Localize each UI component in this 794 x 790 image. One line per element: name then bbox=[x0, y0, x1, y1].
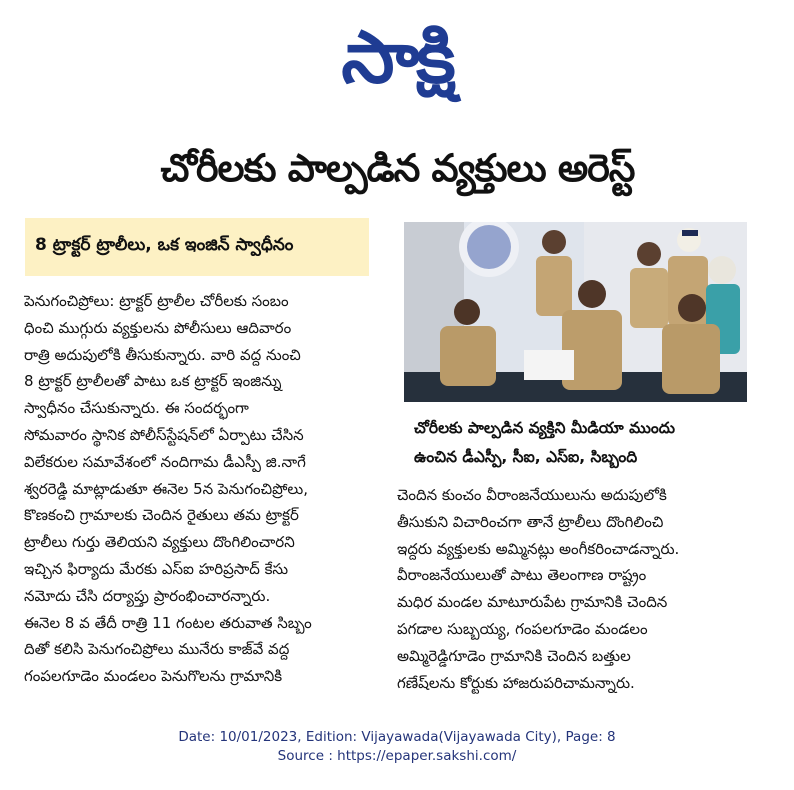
body-line: స్వాధీనం చేసుకున్నారు. ఈ సందర్భంగా bbox=[24, 399, 249, 418]
body-line: రాత్రి అదుపులోకి తీసుకున్నారు. వారి వద్ద నుంచి bbox=[24, 345, 301, 364]
body-line: కొణకంచి గ్రామాలకు చెందిన రైతులు తమ ట్రాక్టర్ bbox=[24, 506, 299, 525]
body-line: గంపలగూడెం మండలం పెనుగొలను గ్రామానికి bbox=[24, 667, 283, 686]
body-line: శ్వరరెడ్డి మాట్లాడుతూ ఈనెల 5న పెనుగంచిప్రోలు, bbox=[24, 479, 309, 498]
body-line: వీరాంజనేయులుతో పాటు తెలంగాణ రాష్ట్రం bbox=[397, 566, 647, 585]
photo-caption bbox=[404, 402, 747, 482]
article-headline: చోరీలకు పాల్పడిన వ్యక్తులు అరెస్ట్ bbox=[160, 146, 635, 190]
press-meet-photo bbox=[404, 222, 747, 402]
body-line: ఇద్దరు వ్యక్తులకు అమ్మినట్లు అంగీకరించాడన్నారు. bbox=[397, 539, 680, 558]
body-line: ఈనెల 8 వ తేదీ రాత్రి 11 గంటల తరువాత సిబ్బం bbox=[24, 613, 312, 632]
body-line: అమ్మిరెడ్డిగూడెం గ్రామానికి చెందిన బత్తుల bbox=[397, 646, 631, 665]
edition-info: Date: 10/01/2023, Edition: Vijayawada(Vijayawada City), Page: 8 bbox=[178, 729, 616, 745]
body-line: నమోదు చేసి దర్యాప్తు ప్రారంభించారన్నారు. bbox=[24, 586, 271, 605]
article-body-left bbox=[24, 288, 376, 700]
article-body-right bbox=[397, 482, 749, 697]
body-line: మధిర మండల మాటూరుపేట గ్రామానికి చెందిన bbox=[397, 593, 668, 612]
body-line: గణేష్‌లను కోర్టుకు హాజరుపరిచామన్నారు. bbox=[397, 673, 635, 692]
body-line: 8 ట్రాక్టర్ ట్రాలీలతో పాటు ఒక ట్రాక్టర్ ఇంజిన్ను bbox=[24, 372, 282, 391]
page-footer bbox=[0, 728, 794, 766]
body-line: విలేకరుల సమావేశంలో నందిగామ డీఎస్పీ జి.నాగే bbox=[24, 452, 306, 471]
body-line: పెనుగంచిప్రోలు: ట్రాక్టర్ ట్రాలీల చోరీలకు సంబం bbox=[24, 292, 289, 310]
caption-line: ఉంచిన డీఎస్పీ, సీఐ, ఎస్ఐ, సిబ్బంది bbox=[414, 448, 638, 466]
newspaper-logo: సాక్షి bbox=[341, 15, 453, 99]
body-line: చెందిన కుంచం వీరాంజనేయులును అదుపులోకి bbox=[397, 486, 667, 504]
body-line: ధించి ముగ్గురు వ్యక్తులను పోలీసులు ఆదివారం bbox=[24, 318, 292, 337]
body-line: పగడాల సుబ్బయ్య, గంపలగూడెం మండలం bbox=[397, 619, 648, 638]
article-subheadline: 8 ట్రాక్టర్ ట్రాలీలు, ఒక ఇంజిన్ స్వాధీనం bbox=[25, 218, 369, 276]
body-line: ట్రాలీలు గుర్తు తెలియని వ్యక్తులు దొంగిలించారని bbox=[24, 533, 295, 552]
body-line: తీసుకుని విచారించగా తానే ట్రాలీలు దొంగిలించి bbox=[397, 512, 664, 531]
body-line: ఇచ్చిన ఫిర్యాదు మేరకు ఎస్ఐ హరిప్రసాద్ కేసు bbox=[24, 559, 289, 578]
body-line: దితో కలిసి పెనుగంచిప్రోలు మునేరు కాజ్‌వే వద్ద bbox=[24, 640, 290, 659]
body-line: సోమవారం స్థానిక పోలీస్‌స్టేషన్‌లో ఏర్పాటు చేసిన bbox=[24, 425, 304, 444]
source-link[interactable]: Source : https://epaper.sakshi.com/ bbox=[277, 748, 517, 764]
photo-illustration bbox=[404, 222, 747, 402]
caption-line: చోరీలకు పాల్పడిన వ్యక్తిని మీడియా ముందు bbox=[414, 419, 676, 437]
